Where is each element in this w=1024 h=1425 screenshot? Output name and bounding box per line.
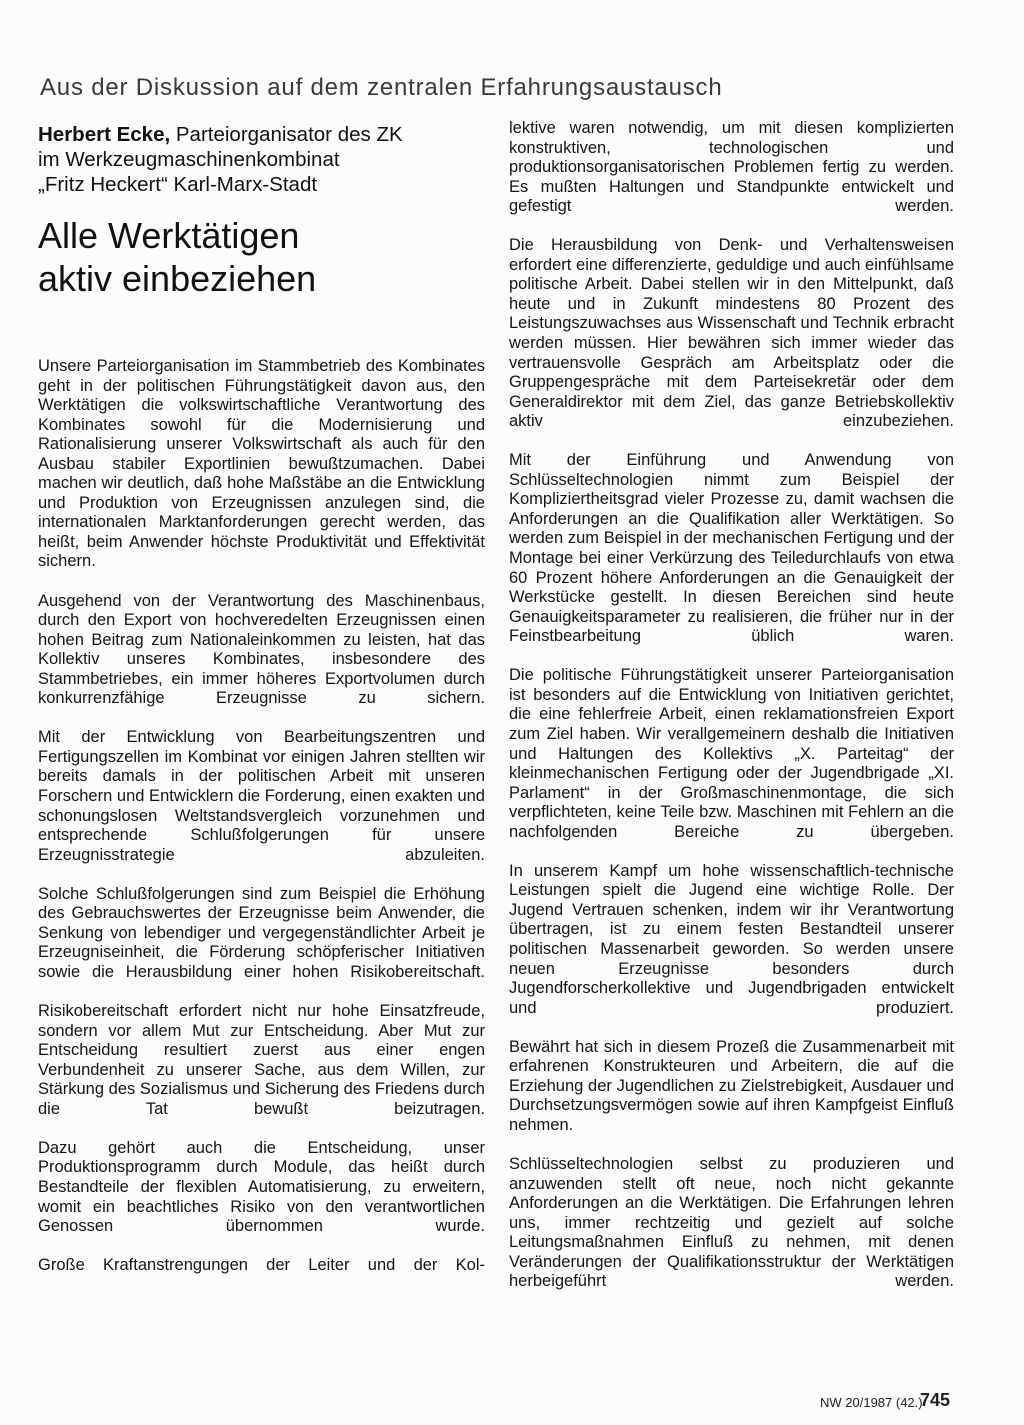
paragraph: Unsere Parteiorganisation im Stammbetrieb des Kombinates geht in der politischen Führungstätigkeit davon aus, den Werktätigen die volkswirtschaftliche Verantwortung des Kombinates sowohl für die Modernisierung und Rationalisierung unserer Volkswirtschaft als auch für den Ausbau stabiler Exportlinien bewußtzumachen. Dabei machen wir deutlich, daß hohe Maßstäbe an die Entwicklung und Produktion von Erzeugnissen anzulegen sind, die internationalen Marktanforderungen gerecht werden, das heißt, beim Anwender höchste Produktivität und Effektivität sichern. <box>38 357 485 571</box>
left-column <box>38 357 485 1295</box>
paragraph: Mit der Entwicklung von Bearbeitungszentren und Fertigungszellen im Kombinat vor einigen Jahren stellten wir bereits damals in der politischen Arbeit mit unseren Forschern und Entwicklern die Forderung, einen exakten und schonungslosen Weltstandsvergleich vorzunehmen und entsprechende Schlußfolgerungen für unsere Erzeugnisstrategie abzuleiten. <box>38 728 485 864</box>
paragraph: Bewährt hat sich in diesem Prozeß die Zusammenarbeit mit erfahrenen Konstrukteuren und Arbeitern, die auf die Erziehung der Jugendlichen zu Zielstrebigkeit, Ausdauer und Durchsetzungsvermögen sowie auf ihren Kampfgeist Einfluß nehmen. <box>509 1037 954 1134</box>
article-headline <box>38 214 498 300</box>
author-block <box>38 122 508 197</box>
paragraph: Große Kraftanstrengungen der Leiter und der Kol- <box>38 1256 485 1275</box>
publication-reference: NW 20/1987 (42.) <box>820 1395 923 1410</box>
paragraph: Solche Schlußfolgerungen sind zum Beispiel die Erhöhung des Gebrauchswertes der Erzeugnisse beim Anwender, die Senkung von lebendiger und vergegenständlichter Arbeit je Erzeugniseinheit, die Förderung schöpferischer Initiativen sowie die Herausbildung einer hohen Risikobereitschaft. <box>38 884 485 981</box>
paragraph: Die politische Führungstätigkeit unserer Parteiorganisation ist besonders auf die Entwicklung von Initiativen gerichtet, die eine fehlerfreie Arbeit, einen reklamationsfreien Export zum Ziel haben. Wir verallgemeinern deshalb die Initiativen und Haltungen des Kollektivs „X. Parteitag“ der kleinmechanischen Fertigung oder der Jugendbrigade „XI. Parlament“ in der Großmaschinenmontage, die sich verpflichteten, keine Teile bzw. Maschinen mit Fehlern an die nachfolgenden Bereiche zu übergeben. <box>509 666 954 841</box>
paragraph: Schlüsseltechnologien selbst zu produzieren und anzuwenden stellt oft neue, noch nicht gekannte Anforderungen an die Werktätigen. Die Erfahrungen lehren uns, immer rechtzeitig und gezielt auf solche Leitungsmaßnahmen Einfluß zu nehmen, mit denen Veränderungen der Qualifikationsstruktur der Werktätigen herbeigeführt werden. <box>509 1154 954 1291</box>
author-line-2: im Werkzeugmaschinenkombinat <box>38 148 340 171</box>
author-line-3: „Fritz Heckert“ Karl-Marx-Stadt <box>38 173 318 196</box>
paragraph: Mit der Einführung und Anwendung von Schlüsseltechnologien nimmt zum Beispiel der Kompliziertheitsgrad vieler Prozesse zu, damit wachsen die Anforderungen an die Qualifikation aller Werktätigen. So werden zum Beispiel in der mechanischen Fertigung und der Montage bei einer Verkürzung des Teiledurchlaufs von etwa 60 Prozent höhere Anforderungen an die Genauigkeit der Werkstücke gestellt. In diesen Bereichen sind heute Genauigkeitsparameter zu realisieren, die früher nur in der Feinstbearbeitung üblich waren. <box>509 451 954 646</box>
paragraph: Dazu gehört auch die Entscheidung, unser Produktionsprogramm durch Module, das heißt durch Bestandteile der flexiblen Automatisierung, zu erweitern, womit ein beachtliches Risiko von den verantwortlichen Genossen übernommen wurde. <box>38 1138 485 1236</box>
author-line-1 <box>38 122 508 147</box>
paragraph: Risikobereitschaft erfordert nicht nur hohe Einsatzfreude, sondern vor allem Mut zur Entscheidung. Aber Mut zur Entscheidung resultiert zuerst aus einer engen Verbundenheit zu unserer Sache, aus dem Willen, zur Stärkung des Sozialismus und Sicherung des Friedens durch die Tat bewußt beizutragen. <box>38 1002 485 1118</box>
author-name: Herbert Ecke, <box>38 123 171 146</box>
page-number: 745 <box>920 1390 951 1410</box>
paragraph: lektive waren notwendig, um mit diesen komplizierten konstruktiven, technologischen und produktionsorganisatorischen Problemen fertig zu werden. Es mußten Haltungen und Standpunkte entwickelt und gefestigt werden. <box>509 119 954 216</box>
author-role: Parteiorganisator des ZK <box>170 123 403 146</box>
headline-line-1: Alle Werktätigen <box>38 215 300 256</box>
paragraph: Die Herausbildung von Denk- und Verhaltensweisen erfordert eine differenzierte, geduldige und auch einfühlsame politische Arbeit. Dabei stellen wir in den Mittelpunkt, daß heute und in Zukunft mindestens 80 Prozent des Leistungszuwachses aus Wissenschaft und Technik erbracht werden müssen. Hier bewähren sich immer wieder das vertrauensvolle Gespräch am Arbeitsplatz oder die Gruppengespräche mit dem Parteisekretär oder dem Generaldirektor mit dem Ziel, das ganze Betriebskollektiv aktiv einzubeziehen. <box>509 236 954 431</box>
paragraph: In unserem Kampf um hohe wissenschaftlich-technische Leistungen spielt die Jugend eine wichtige Rolle. Der Jugend Vertrauen schenken, indem wir ihr Verantwortung übertragen, ist zu einem festen Bestandteil unserer politischen Massenarbeit geworden. So werden unsere neuen Erzeugnisse besonders durch Jugendforscherkollektive und Jugendbrigaden entwickelt und produziert. <box>509 861 954 1017</box>
right-column <box>509 119 954 1311</box>
paragraph: Ausgehend von der Verantwortung des Maschinenbaus, durch den Export von hochveredelten Erzeugnissen einen hohen Beitrag zum Nationaleinkommen zu leisten, hat das Kollektiv unseres Kombinates, insbesondere des Stammbetriebes, ein immer höheres Exportvolumen durch konkurrenzfähige Erzeugnisse zu sichern. <box>38 591 485 708</box>
headline-line-2: aktiv einbeziehen <box>38 258 317 299</box>
section-title: Aus der Diskussion auf dem zentralen Erfahrungsaustausch <box>40 74 723 101</box>
